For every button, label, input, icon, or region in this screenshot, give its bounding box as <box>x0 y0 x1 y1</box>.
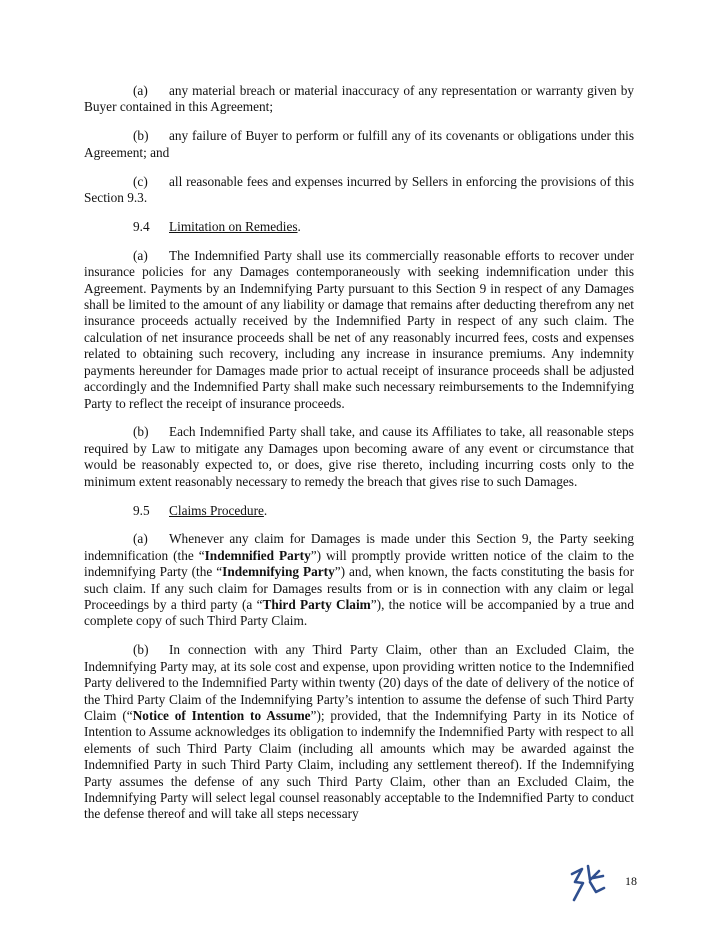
section-title: Limitation on Remedies <box>169 218 298 234</box>
clause-text: any material breach or material inaccuracy of any representation or warranty given by Buyer contained in this Agreement; <box>84 83 634 115</box>
defined-term: Third Party Claim <box>262 597 371 613</box>
defined-term: Indemnified Party <box>204 547 311 563</box>
clause-text: ”) will promptly provide written notice of the claim to the indemnifying Party (the “ <box>84 547 634 580</box>
clause-text: any failure of Buyer to perform or fulfill any of its covenants or obligations under this Agreement; and <box>84 128 634 160</box>
section-title-suffix: . <box>263 502 268 518</box>
clause-text: ”) and, when known, the facts constituting the basis for such claim. If any such claim for Damages results from or is in connection with any claim or legal Proceedings by a third party (a “ <box>84 564 635 613</box>
clause-label: (b) <box>133 128 149 144</box>
clause-label: (b) <box>133 642 149 658</box>
clause-label: (a) <box>133 83 148 98</box>
section-number: 9.5 <box>133 502 150 518</box>
clause-text: In connection with any Third Party Claim, other than an Excluded Claim, the Indemnifying Party may, at its sole cost and expense, upon providing written notice to the Indemnified Party delivered to the Indemnified Party within twenty (20) days of the date of delivery of the notice of the Third Party Claim of the Indemnifying Party’s intention to assume the defense of such Third Party Claim (“ <box>84 642 634 723</box>
clause-label: (c) <box>133 173 148 189</box>
section-heading <box>84 219 634 235</box>
clause-paragraph <box>84 531 634 629</box>
document-body <box>84 83 634 835</box>
defined-term: Notice of Intention to Assume <box>132 708 311 723</box>
defined-term: Indemnifying Party <box>222 564 335 580</box>
clause-label: (a) <box>133 531 148 547</box>
clause-text: The Indemnified Party shall use its commercially reasonable efforts to recover under insurance policies for any Damages contemporaneously with seeking indemnification under this Agreement. Payments by an Indemnifying Party pursuant to this Section 9 in respect of any Damages shall be limited to the amount of any liability or damage that remains after deducting therefrom any net insurance proceeds actually received by the Indemnified Party in respect of any such claim. The calculation of net insurance proceeds shall be net of any reasonably incurred fees, costs and expenses related to obtaining such recovery, including any increase in insurance premiums. Any indemnity payments hereunder for Damages made prior to actual receipt of insurance proceeds shall be adjusted accordingly and the Indemnified Party shall make such necessary reimbursements to the Indemnifying Party to reflect the receipt of insurance proceeds. <box>84 247 634 411</box>
handwritten-initials-icon <box>566 858 616 908</box>
clause-paragraph <box>84 248 634 412</box>
section-number: 9.4 <box>133 218 150 234</box>
clause-paragraph <box>84 128 634 161</box>
clause-text: all reasonable fees and expenses incurred by Sellers in enforcing the provisions of this Section 9.3. <box>84 173 634 206</box>
clause-paragraph <box>84 424 634 490</box>
section-heading <box>84 503 634 519</box>
clause-paragraph <box>84 174 634 207</box>
clause-text: Whenever any claim for Damages is made under this Section 9, the Party seeking indemnification (the “ <box>84 531 634 563</box>
section-title-suffix: . <box>297 218 301 234</box>
section-title: Claims Procedure <box>169 502 264 518</box>
clause-label: (a) <box>133 247 148 263</box>
clause-paragraph <box>84 83 634 116</box>
page-number: 18 <box>625 874 637 888</box>
clause-paragraph <box>84 642 634 822</box>
clause-text: Each Indemnified Party shall take, and cause its Affiliates to take, all reasonable steps required by Law to mitigate any Damages upon becoming aware of any event or circumstance that would be reasonably expected to, or does, give rise thereto, including incurring costs only to the minimum extent reasonably necessary to remedy the breach that gives rise to such Damages. <box>84 424 634 489</box>
clause-text: ”), the notice will be accompanied by a true and complete copy of such Third Party Claim. <box>84 597 634 629</box>
clause-text: ”); provided, that the Indemnifying Party in its Notice of Intention to Assume acknowledges its obligation to indemnify the Indemnified Party with respect to all elements of such Third Party Claim (including all amounts which may be awarded against the Indemnified Party in such Third Party Claim, including any settlement thereof). If the Indemnifying Party assumes the defense of any such Third Party Claim, other than an Excluded Claim, the Indemnifying Party will select legal counsel reasonably acceptable to the Indemnified Party to conduct the defense thereof and will take all steps necessary <box>84 708 634 822</box>
clause-label: (b) <box>133 424 149 440</box>
